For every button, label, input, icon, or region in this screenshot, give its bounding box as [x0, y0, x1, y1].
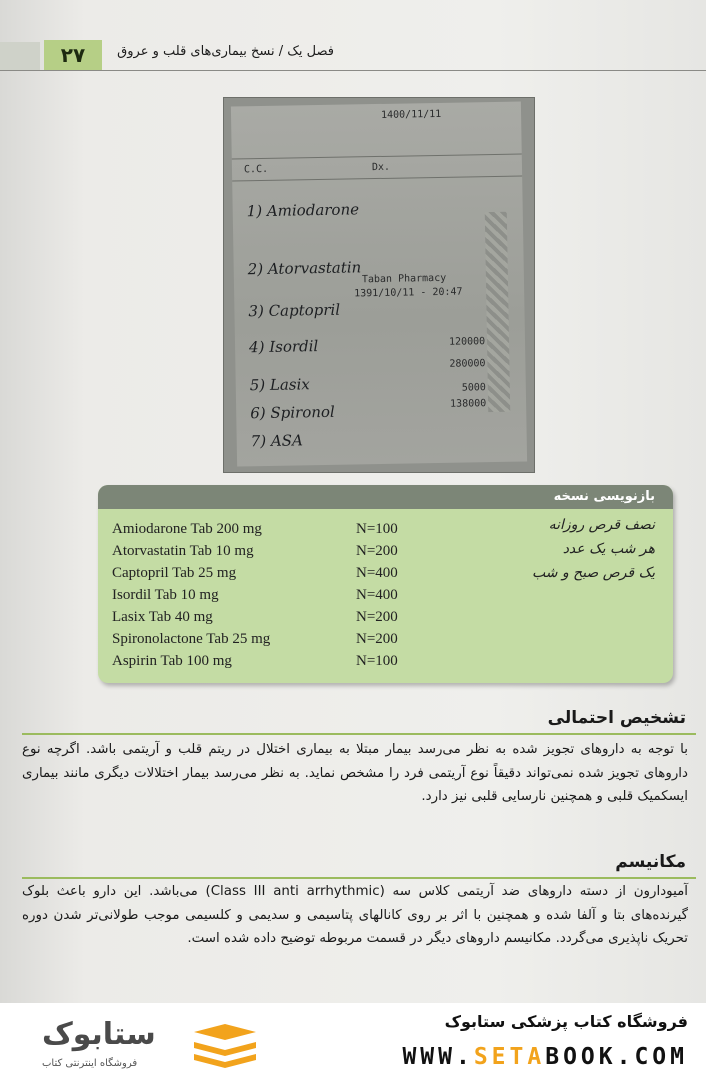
drug-name: Isordil Tab 10 mg — [112, 587, 219, 603]
chapter-title: فصل یک / نسخ بیماری‌های قلب و عروق — [117, 44, 334, 59]
store-logo: ستابوک — [42, 1017, 156, 1052]
drug-name: Lasix Tab 40 mg — [112, 609, 213, 625]
store-name: فروشگاه کتاب پزشکی ستابوک — [444, 1012, 688, 1031]
header-divider — [0, 70, 706, 71]
section-rule — [22, 877, 696, 879]
drug-qty: N=100 — [356, 521, 398, 537]
store-logo-subtitle: فروشگاه اینترنتی کتاب — [42, 1058, 138, 1069]
header-bar — [0, 42, 40, 70]
dosage-note: یک قرص صبح و شب — [532, 565, 655, 581]
prescription-rewrite-box — [98, 485, 673, 683]
book-stack-icon — [190, 1022, 260, 1068]
rx-stamp-date: 1391/10/11 - 20:47 — [354, 286, 463, 300]
mechanism-title: مکانیسم — [615, 852, 686, 872]
drug-name: Atorvastatin Tab 10 mg — [112, 543, 254, 559]
drug-name: Captopril Tab 25 mg — [112, 565, 237, 581]
rx-line: 7) ASA — [250, 431, 303, 451]
url-prefix: WWW. — [402, 1044, 474, 1070]
drug-name: Amiodarone Tab 200 mg — [112, 521, 262, 537]
store-url[interactable] — [402, 1044, 688, 1070]
redacted-stamp — [485, 212, 510, 412]
dosage-note: نصف قرص روزانه — [548, 517, 655, 533]
rx-price: 5000 — [461, 382, 487, 394]
rx-price: 138000 — [450, 398, 487, 410]
diagnosis-text: با توجه به داروهای تجویز شده به نظر می‌رسد بیمار مبتلا به بیماری اختلال در ریتم قلب و آریتمی باشد. اگرچه نوع داروهای تجویز شده نمی‌تواند دقیقاً نوع آریتمی فرد را مشخص نماید. به نظر می‌رسد بیمار اختلالات دیگری مانند بیماری ایسکمیک قلبی و همچنین نارسایی قلبی نیز دارد. — [22, 742, 688, 804]
drug-name: Spironolactone Tab 25 mg — [112, 631, 271, 647]
dosage-note: هر شب یک عدد — [562, 541, 655, 557]
rx-price: 280000 — [449, 358, 486, 370]
prescription-paper — [231, 101, 527, 466]
rx-pharmacy: Taban Pharmacy — [361, 272, 447, 286]
rx-dx: Dx. — [371, 161, 391, 174]
prescription-photo — [223, 97, 535, 473]
rx-price: 120000 — [448, 336, 486, 348]
rx-line: 6) Spironol — [250, 402, 335, 423]
drug-qty: N=400 — [356, 565, 398, 581]
drug-qty: N=200 — [356, 543, 398, 559]
rx-rule — [232, 175, 522, 181]
url-accent: SETA — [473, 1044, 546, 1070]
url-suffix: BOOK.COM — [545, 1044, 688, 1070]
rx-line: 2) Atorvastatin — [247, 258, 362, 279]
rx-line: 4) Isordil — [248, 337, 319, 357]
rx-line: 5) Lasix — [249, 375, 310, 395]
section-rule — [22, 733, 696, 735]
rx-line: 3) Captopril — [248, 300, 341, 321]
drug-qty: N=100 — [356, 653, 398, 669]
rewrite-title: بازنویسی نسخه — [98, 485, 673, 509]
drug-qty: N=200 — [356, 609, 398, 625]
page-number: ۲۷ — [44, 40, 102, 70]
rx-line: 1) Amiodarone — [246, 200, 360, 221]
drug-name: Aspirin Tab 100 mg — [112, 653, 232, 669]
mechanism-text: آمیودارون از دسته داروهای ضد آریتمی کلاس سه (Class III anti arrhythmic) می‌باشد. این دارو باعث بلوک گیرنده‌های بتا و آلفا شده و همچنین با اثر بر روی کانالهای پتاسیمی و سدیمی و کلسیمی موجب طولانی‌تر شدن دوره تحریک ناپذیری می‌گردد. مکانیسم داروهای دیگر در قسمت مربوطه توضیح داده شده است. — [22, 884, 689, 946]
drug-qty: N=200 — [356, 631, 398, 647]
rx-date: 1400/11/11 — [380, 108, 442, 121]
rx-rule — [232, 153, 522, 159]
rx-cc: C.C. — [243, 163, 269, 176]
diagnosis-title: تشخیص احتمالی — [547, 708, 686, 728]
drug-qty: N=400 — [356, 587, 398, 603]
